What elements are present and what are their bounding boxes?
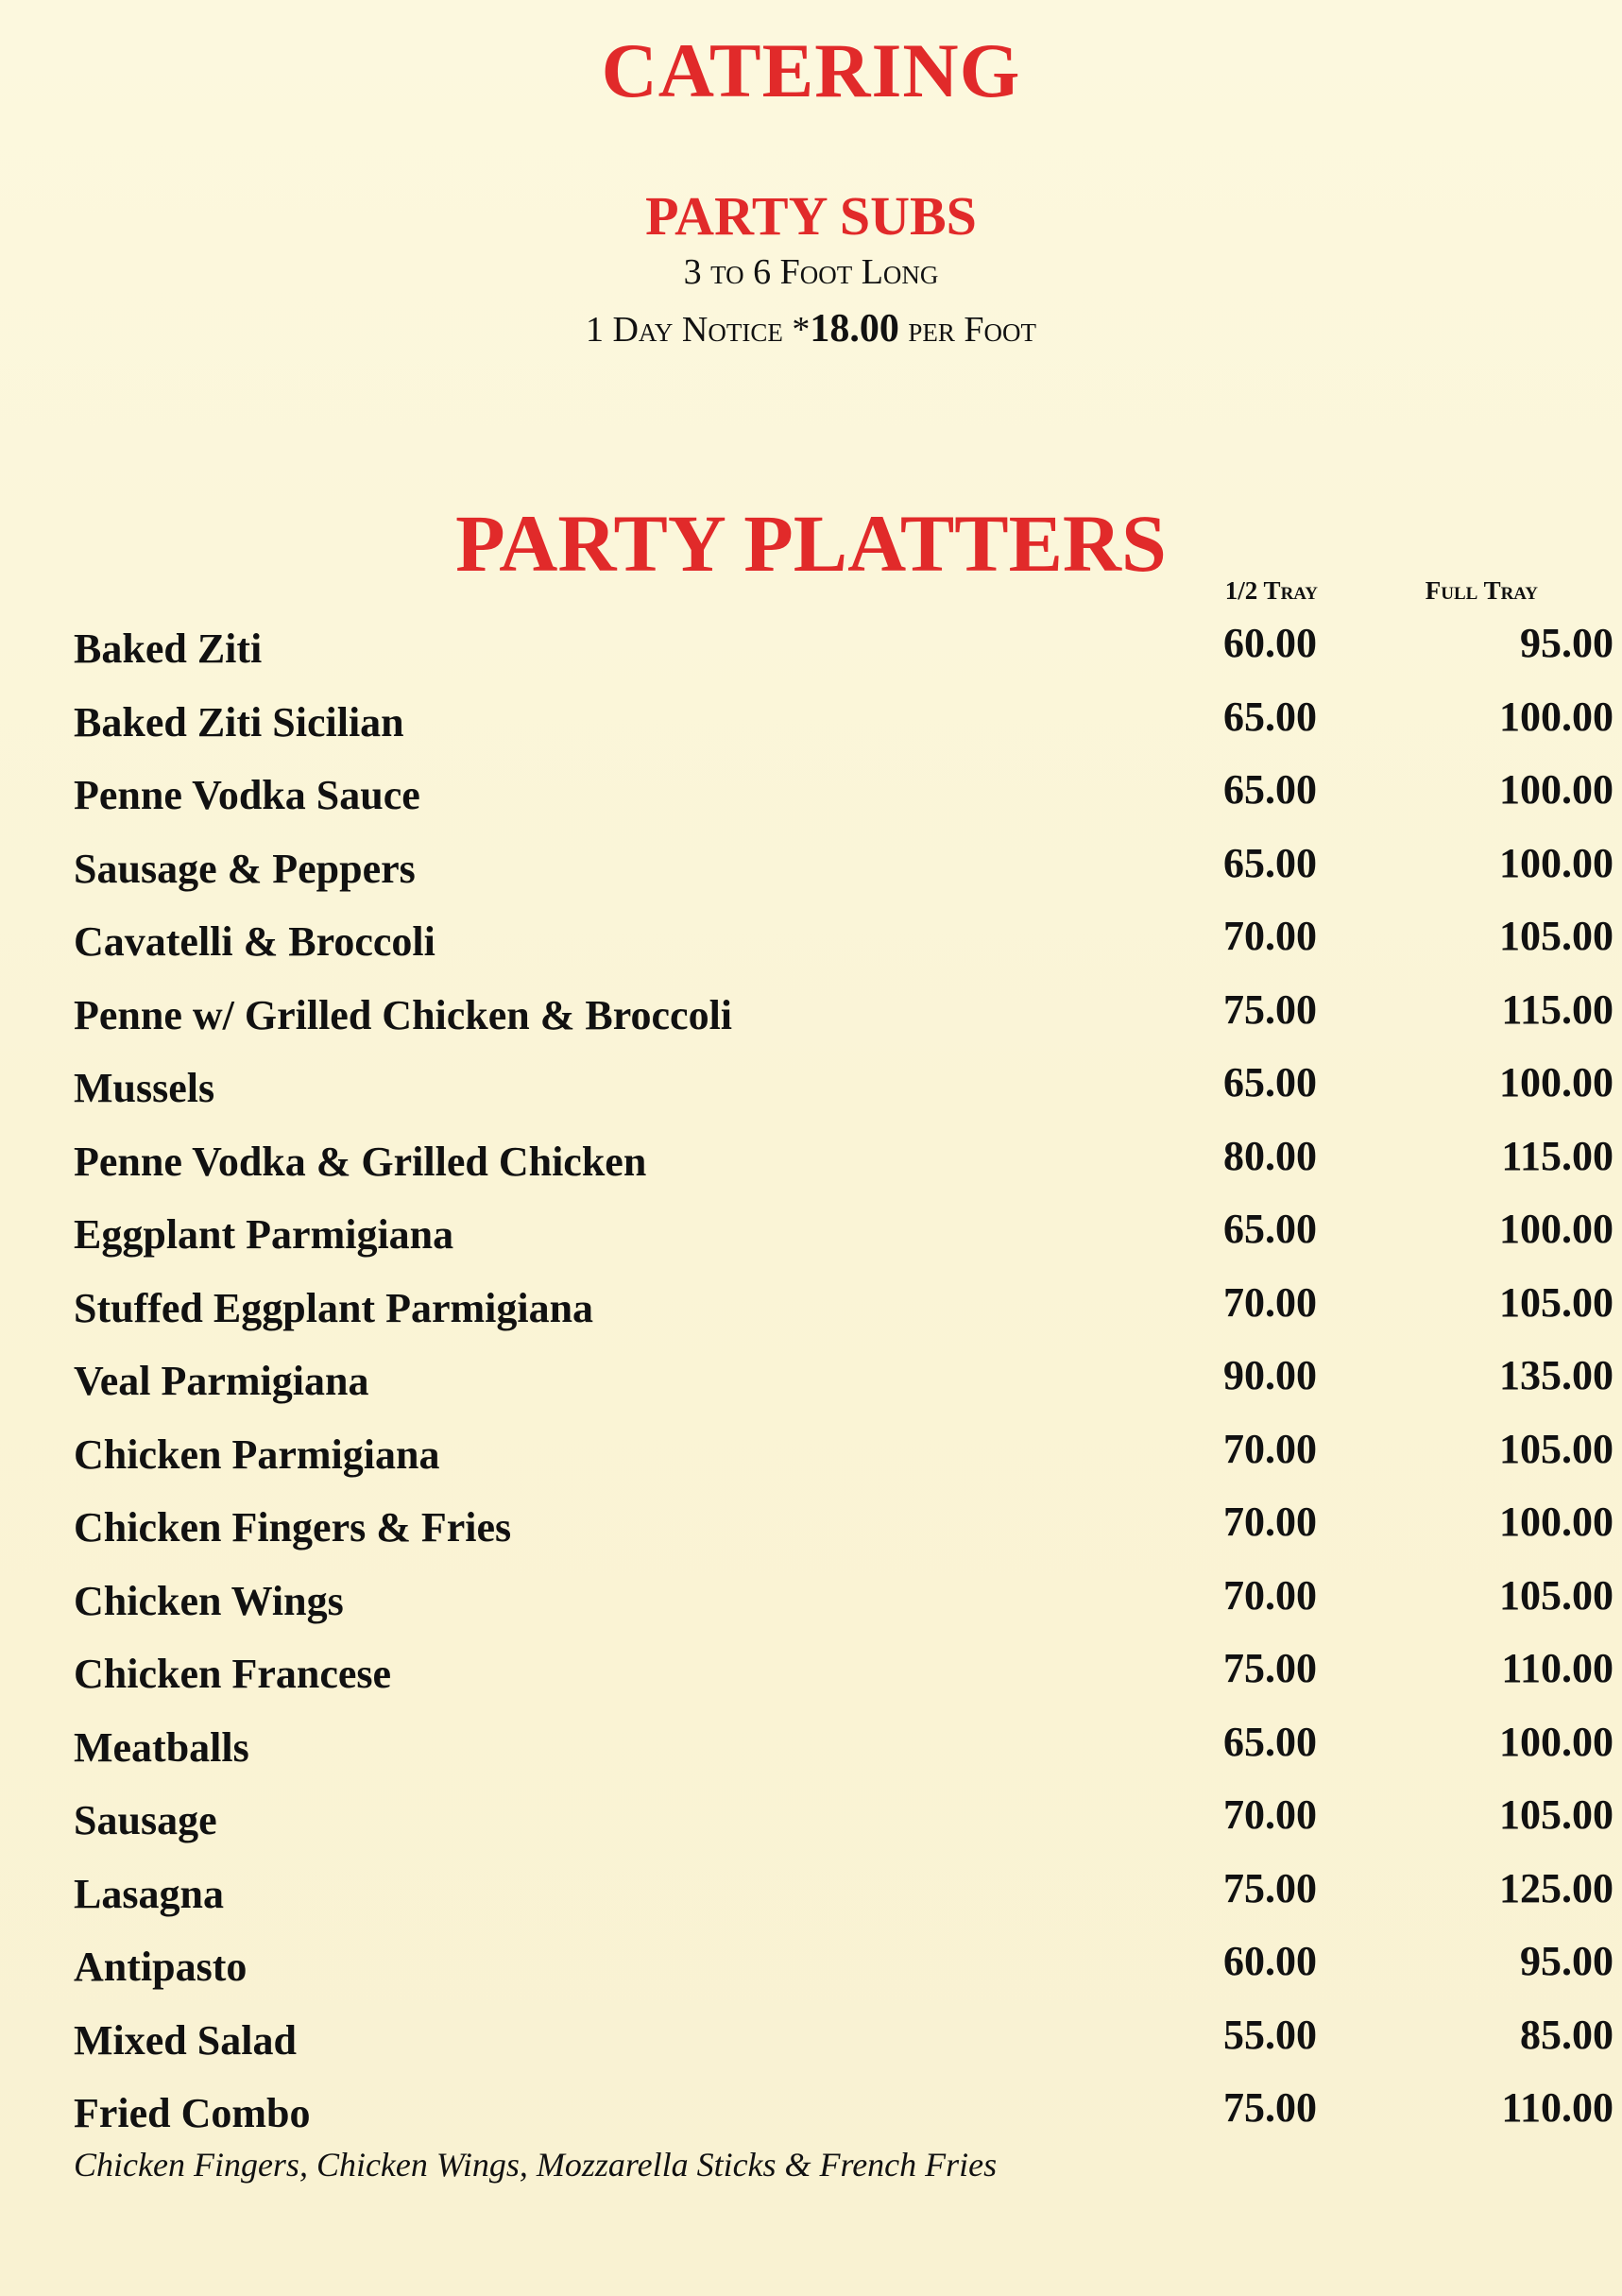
menu-item-name: Baked Ziti: [74, 625, 263, 672]
menu-item-row: [74, 693, 1613, 766]
menu-item-name: Lasagna: [74, 1870, 224, 1917]
menu-item-name: Mussels: [74, 1065, 215, 1111]
menu-item-row: [74, 1278, 1613, 1352]
menu-item-half-tray-price: 75.00: [1223, 985, 1317, 1033]
menu-item-row: [74, 1644, 1613, 1718]
menu-item-row: [74, 1132, 1613, 1206]
menu-item-name: Chicken Francese: [74, 1651, 392, 1697]
party-subs-notice-suffix: per Foot: [908, 310, 1037, 350]
menu-item-full-tray-price: 105.00: [1499, 1278, 1613, 1326]
menu-item-half-tray-price: 80.00: [1223, 1132, 1317, 1179]
fried-combo-note: Chicken Fingers, Chicken Wings, Mozzarella Sticks & French Fries: [74, 2146, 998, 2184]
menu-item-name: Penne Vodka & Grilled Chicken: [74, 1138, 647, 1185]
menu-item-name: Baked Ziti Sicilian: [74, 698, 404, 745]
menu-item-half-tray-price: 65.00: [1223, 1718, 1317, 1765]
menu-item-full-tray-price: 105.00: [1499, 1791, 1613, 1838]
menu-item-full-tray-price: 100.00: [1499, 766, 1613, 813]
menu-item-half-tray-price: 65.00: [1223, 1059, 1317, 1105]
menu-item-name: Sausage & Peppers: [74, 845, 416, 892]
menu-item-half-tray-price: 60.00: [1223, 1938, 1317, 1984]
full-tray-column-header: Full Tray: [1425, 576, 1538, 605]
half-tray-column-header: 1/2 Tray: [1224, 576, 1318, 605]
menu-item-half-tray-price: 55.00: [1223, 2011, 1317, 2058]
menu-item-half-tray-price: 65.00: [1223, 839, 1317, 886]
menu-item-half-tray-price: 65.00: [1223, 766, 1317, 813]
menu-item-row: [74, 1205, 1613, 1278]
menu-item-row: [74, 619, 1613, 693]
menu-item-half-tray-price: 70.00: [1223, 1499, 1317, 1545]
menu-item-name: Penne Vodka Sauce: [74, 772, 420, 818]
menu-item-half-tray-price: 70.00: [1223, 913, 1317, 959]
menu-item-half-tray-price: 75.00: [1223, 2084, 1317, 2131]
menu-item-row: [74, 839, 1613, 913]
menu-item-row: [74, 1791, 1613, 1864]
menu-item-half-tray-price: 65.00: [1223, 1206, 1317, 1252]
menu-item-full-tray-price: 100.00: [1499, 839, 1613, 886]
menu-item-name: Cavatelli & Broccoli: [74, 918, 435, 965]
menu-item-name: Penne w/ Grilled Chicken & Broccoli: [74, 991, 733, 1038]
menu-item-name: Chicken Parmigiana: [74, 1431, 440, 1478]
menu-item-row: [74, 1351, 1613, 1425]
menu-item-row: [74, 765, 1613, 839]
menu-item-half-tray-price: 90.00: [1223, 1352, 1317, 1398]
menu-item-name: Meatballs: [74, 1723, 249, 1771]
menu-item-name: Eggplant Parmigiana: [74, 1211, 454, 1258]
platters-list: [74, 619, 1613, 2157]
menu-item-name: Fried Combo: [74, 2090, 311, 2136]
menu-item-name: Sausage: [74, 1797, 217, 1843]
menu-item-row: [74, 2011, 1613, 2084]
menu-item-row: [74, 1718, 1613, 1791]
menu-item-row: [74, 1498, 1613, 1571]
menu-item-row: [74, 1937, 1613, 2011]
menu-item-full-tray-price: 100.00: [1499, 1206, 1613, 1252]
menu-item-name: Mixed Salad: [74, 2016, 297, 2064]
menu-item-full-tray-price: 95.00: [1520, 620, 1613, 666]
menu-item-row: [74, 912, 1613, 985]
menu-item-row: [74, 1058, 1613, 1132]
page-title: CATERING: [601, 27, 1021, 113]
menu-item-full-tray-price: 115.00: [1501, 985, 1613, 1033]
menu-item-half-tray-price: 60.00: [1223, 620, 1317, 666]
menu-item-full-tray-price: 110.00: [1501, 2084, 1613, 2131]
menu-item-full-tray-price: 105.00: [1499, 1571, 1613, 1619]
menu-item-name: Chicken Fingers & Fries: [74, 1504, 512, 1551]
party-subs-price: 18.00: [810, 307, 899, 351]
menu-item-full-tray-price: 85.00: [1520, 2011, 1613, 2058]
menu-item-full-tray-price: 105.00: [1499, 1425, 1613, 1472]
menu-item-full-tray-price: 95.00: [1520, 1938, 1613, 1984]
menu-item-row: [74, 985, 1613, 1059]
menu-item-row: [74, 1571, 1613, 1645]
menu-item-row: [74, 1425, 1613, 1499]
party-subs-length: 3 to 6 Foot Long: [683, 252, 939, 292]
menu-item-name: Antipasto: [74, 1944, 248, 1990]
party-subs-heading: PARTY SUBS: [645, 185, 977, 247]
menu-item-name: Veal Parmigiana: [74, 1358, 369, 1404]
party-subs-notice-prefix: 1 Day Notice *: [585, 310, 811, 350]
menu-item-half-tray-price: 70.00: [1223, 1571, 1317, 1619]
menu-item-full-tray-price: 105.00: [1499, 913, 1613, 959]
menu-item-name: Stuffed Eggplant Parmigiana: [74, 1284, 594, 1331]
menu-item-half-tray-price: 65.00: [1223, 693, 1317, 740]
menu-item-full-tray-price: 115.00: [1501, 1132, 1613, 1179]
party-subs-notice: [0, 306, 1622, 351]
menu-item-full-tray-price: 100.00: [1499, 1499, 1613, 1545]
menu-item-name: Chicken Wings: [74, 1577, 344, 1624]
menu-item-full-tray-price: 100.00: [1499, 1059, 1613, 1105]
menu-item-row: [74, 1864, 1613, 1938]
menu-item-half-tray-price: 75.00: [1223, 1864, 1317, 1911]
party-platters-heading: PARTY PLATTERS: [455, 498, 1167, 589]
menu-item-full-tray-price: 110.00: [1501, 1645, 1613, 1691]
menu-item-half-tray-price: 70.00: [1223, 1425, 1317, 1472]
menu-item-half-tray-price: 70.00: [1223, 1791, 1317, 1838]
menu-item-full-tray-price: 135.00: [1499, 1352, 1613, 1398]
menu-item-full-tray-price: 125.00: [1499, 1864, 1613, 1911]
menu-item-full-tray-price: 100.00: [1499, 693, 1613, 740]
menu-item-half-tray-price: 70.00: [1223, 1278, 1317, 1326]
menu-item-full-tray-price: 100.00: [1499, 1718, 1613, 1765]
menu-item-half-tray-price: 75.00: [1223, 1645, 1317, 1691]
